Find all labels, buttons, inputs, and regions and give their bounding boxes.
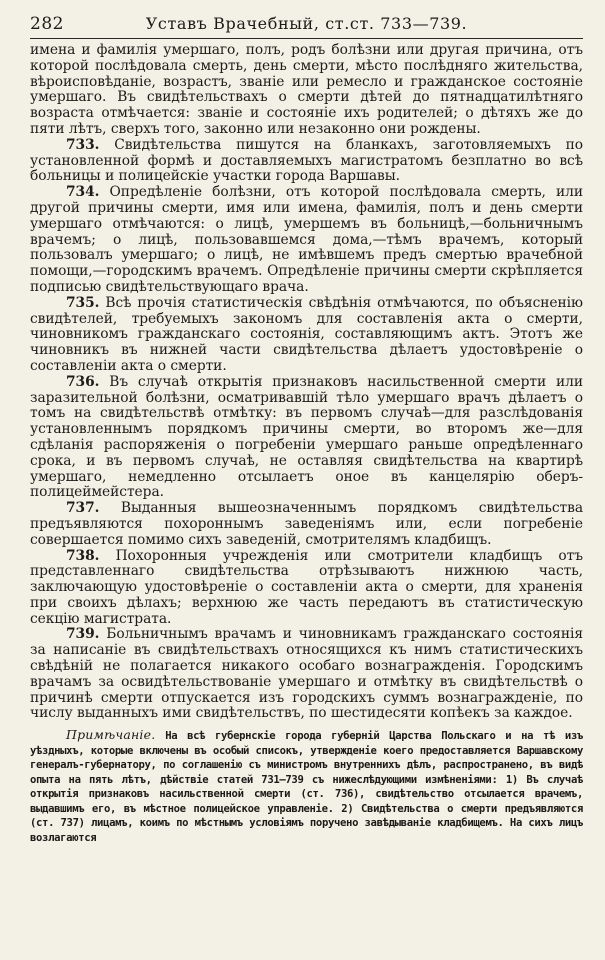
article-number: 734. (66, 184, 100, 201)
article-text: Свидѣтельства пишутся на бланкахъ, заготовляемыхъ по установленной формѣ и доставляемыхъ магистратомъ безплатно во всѣ больницы и полицейскіе участки города Варшавы. (30, 136, 583, 185)
article-text: Опредѣленіе болѣзни, отъ которой послѣдовала смерть, или другой причины смерти, имя или имена, фамилія, полъ и день смерти умершаго отмѣчаются: о лицѣ, умершемъ въ больницѣ,—больничнымъ врачемъ; о лицѣ, пользовавшемся дома,—тѣмъ врачемъ, который пользовалъ умершаго; о лицѣ, не имѣвшемъ предъ смертью врачебной помощи,—городскимъ врачемъ. Опредѣленіе причины смерти скрѣпляется подписью свидѣтельствующаго врача. (30, 184, 583, 295)
article-number: 733. (66, 136, 100, 153)
continued-paragraph: имена и фамилія умершаго, полъ, родъ болѣзни или другая причина, отъ которой послѣдовала смерть, день смерти, мѣсто послѣдняго жительства, вѣроисповѣданіе, возрастъ, званіе или ремесло и гражданское состояніе умершаго. Въ свидѣтельствахъ о смерти дѣтей до пятнадцатилѣтняго возраста отмѣчается: званіе и состояніе ихъ родителей; о дѣтяхъ же до пяти лѣтъ, сверхъ того, законно или незаконно они рождены. (30, 42, 583, 137)
note-text: На всѣ губернскіе города губерній Царства Польскаго и на тѣ изъ уѣздныхъ, которые включены въ особый списокъ, утвержденіе коего предоставляется Варшавскому генералъ-губернатору, по соглашенію съ министромъ внутреннихъ дѣлъ, распространено, въ видѣ опыта на пять лѣтъ, дѣйствіе статей 731—739 съ нижеслѣдующими измѣненіями: 1) Въ случаѣ открытія признаковъ насильственной смерти (ст. 736), свидѣтельство отсылается врачемъ, выдавшимъ его, въ мѣстное полицейское управленіе. 2) Свидѣтельства о смерти предъявляются (ст. 737) лицамъ, коимъ по мѣстнымъ условіямъ поручено завѣдываніе кладбищемъ. На сихъ лицъ возлагаются (30, 730, 584, 844)
page-number: 282 (30, 14, 64, 34)
body-text (30, 43, 583, 722)
page-header (30, 8, 583, 39)
article-text: Больничнымъ врачамъ и чиновникамъ гражданскаго состоянія за написаніе въ свидѣтельствахъ относящихся къ нимъ статистическихъ свѣдѣній не полагается никакого особаго вознагражденія. Городскимъ врачамъ за освидѣтельствованіе умершаго и отмѣтку въ свидѣтельствѣ о причинѣ смерти отпускается изъ городскихъ суммъ вознагражденіе, по числу выданныхъ ими свидѣтельствъ, по шестидесяти копѣекъ за каждое. (30, 626, 584, 722)
article-735 (30, 296, 583, 375)
article-733 (30, 138, 583, 185)
article-text: Похоронныя учрежденія или смотрители кладбищъ отъ представленнаго свидѣтельства отрѣзываютъ нижнюю часть, заключающую удостовѣреніе о составленіи акта о смерти, для храненія при своихъ дѣлахъ; верхнюю же часть передаютъ въ статистическую секцію магистрата. (30, 547, 583, 627)
article-text: Въ случаѣ открытія признаковъ насильственной смерти или заразительной болѣзни, осматривавшій тѣло умершаго врачъ дѣлаетъ о томъ на свидѣтельствѣ отмѣтку: въ первомъ случаѣ—для разслѣдованія установленнымъ порядкомъ причины смерти, во второмъ же—для сдѣланія распоряженія о погребеніи умершаго раньше опредѣленнаго срока, и въ первомъ случаѣ, не оставляя свидѣтельства на квартирѣ умершаго, немедленно отсылаетъ оное въ канцелярію оберъ-полицеймейстера. (30, 373, 583, 501)
article-738 (30, 549, 583, 628)
note-label: Примѣчаніе. (66, 727, 156, 743)
article-number: 735. (66, 294, 100, 311)
article-736 (30, 375, 583, 501)
footnote-remark (30, 728, 583, 845)
article-734 (30, 185, 583, 296)
article-number: 739. (66, 626, 100, 643)
article-number: 738. (66, 547, 100, 564)
article-739 (30, 627, 583, 722)
article-number: 736. (66, 373, 100, 390)
article-text: Всѣ прочія статистическія свѣдѣнія отмѣчаются, по объясненію свидѣтелей, требуемыхъ закономъ для составленія акта о смерти, чиновникомъ гражданскаго состоянія, составляющимъ актъ. Этотъ же чиновникъ въ нижней части свидѣтельства дѣлаетъ удостовѣреніе о составленіи акта о смерти. (30, 294, 583, 374)
article-text: Выданныя вышеозначеннымъ порядкомъ свидѣтельства предъявляются похороннымъ заведеніямъ или, если погребеніе совершается помимо сихъ заведеній, смотрителямъ кладбищъ. (30, 500, 583, 548)
article-number: 737. (66, 500, 100, 517)
article-737 (30, 501, 583, 548)
running-title: Уставъ Врачебный, ст.ст. 733—739. (145, 14, 468, 33)
